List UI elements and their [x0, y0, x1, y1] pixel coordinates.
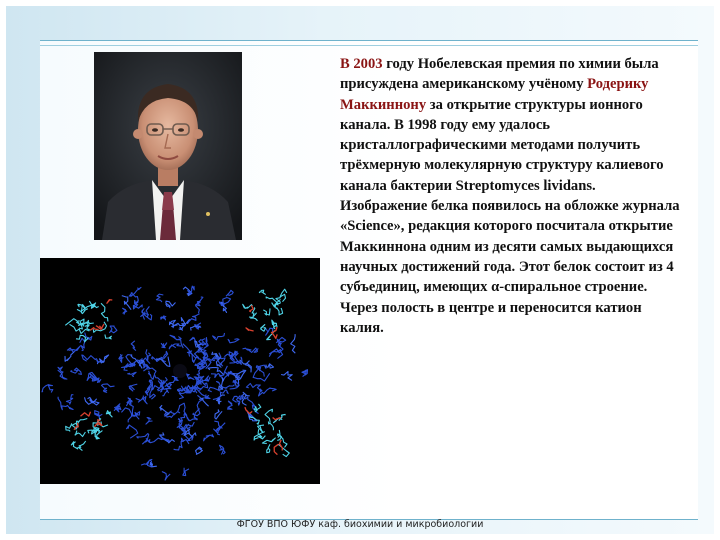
highlight-name: Родерику Маккиннону [340, 76, 649, 113]
footer-credit: ФГОУ ВПО ЮФУ каф. биохимии и микробиологии [236, 519, 484, 530]
molecule-wireframe [42, 286, 308, 480]
description-text [340, 54, 680, 338]
highlight-year: В 2003 [340, 56, 383, 72]
molecule-image [40, 258, 320, 484]
channel-pore [173, 364, 187, 378]
text-part-2: за открытие структуры ионного канала. В 1998 году ему удалось кристаллографическими методами получить трёхмерную молекулярную структуру калиевого канала бактерии Streptomyces lividans. Изображение белка появилось на обложке журнала «Science», редакция которого посчитала открытие Маккиннона одним из десяти самых выдающихся научных достижений года. Этот белок состоит из 4 субъединиц, имеющих α-спиральное строение. Через полость в центре и переносится катион калия. [340, 96, 680, 336]
portrait-photo [94, 52, 242, 240]
text-part-1: году Нобелевская премия по химии была присуждена американскому учёному [340, 56, 659, 93]
top-rule [40, 45, 698, 46]
